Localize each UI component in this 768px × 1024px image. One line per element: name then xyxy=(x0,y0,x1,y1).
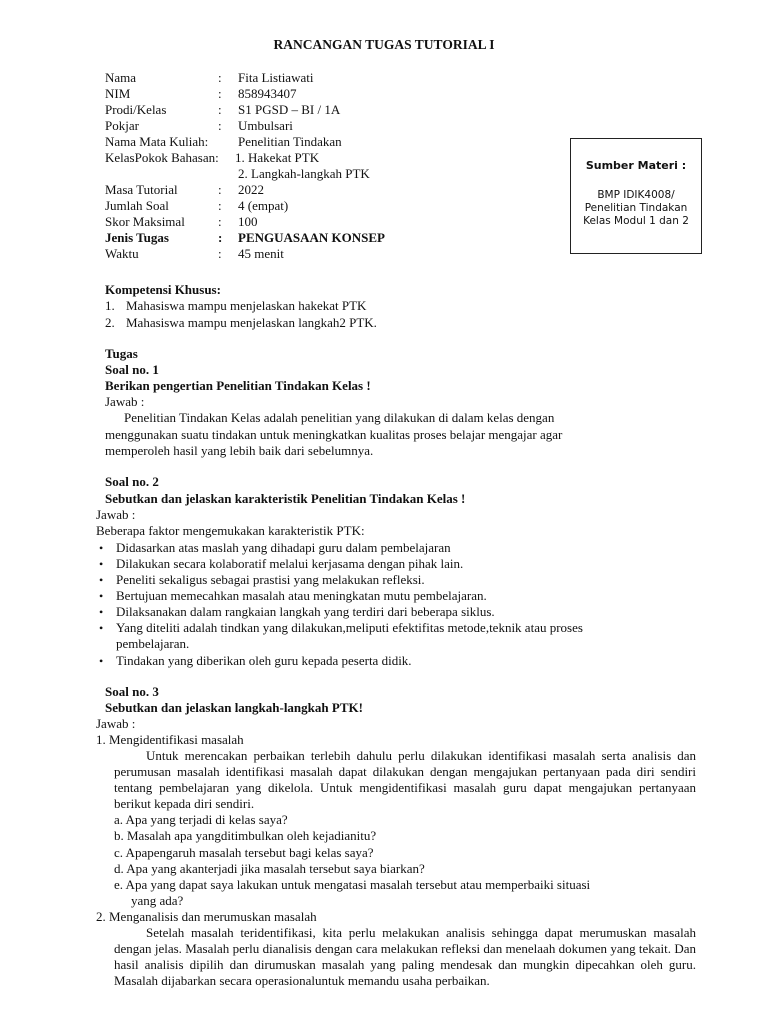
info-colon: : xyxy=(218,70,222,85)
kompetensi-item-num: 1. xyxy=(105,298,115,313)
soal3-number: Soal no. 3 xyxy=(105,684,159,699)
soal2-intro: Beberapa faktor mengemukakan karakteristik PTK: xyxy=(96,523,365,538)
info-colon: : xyxy=(218,86,222,101)
info-label: Jumlah Soal xyxy=(105,198,169,213)
info-row-matkul xyxy=(105,134,525,150)
info-colon: : xyxy=(218,230,223,245)
soal3-step2-heading: 2. Menganalisis dan merumuskan masalah xyxy=(96,909,317,924)
soal3-question-item: e. Apa yang dapat saya lakukan untuk mengatasi masalah tersebut atau memperbaiki situasi xyxy=(114,877,591,892)
info-colon: : xyxy=(218,118,222,133)
soal2-bullet: • Dilaksanakan dalam rangkaian langkah yang terdiri dari beberapa siklus. xyxy=(116,604,495,620)
soal3-question: Sebutkan dan jelaskan langkah-langkah PTK! xyxy=(105,700,363,715)
soal2-number: Soal no. 2 xyxy=(105,474,159,489)
soal2-question: Sebutkan dan jelaskan karakteristik Penelitian Tindakan Kelas ! xyxy=(105,491,466,506)
info-row-masa xyxy=(105,182,525,198)
info-label: Jenis Tugas xyxy=(105,230,169,245)
info-colon: : xyxy=(218,182,222,197)
info-row-jenis xyxy=(105,230,525,246)
soal1-jawab-label: Jawab : xyxy=(105,394,145,409)
info-value: 45 menit xyxy=(238,246,284,261)
soal2-bullet: • Dilakukan secara kolaboratif melalui kerjasama dengan pihak lain. xyxy=(116,556,463,572)
info-table xyxy=(105,70,525,262)
soal3-question-item: b. Masalah apa yangditimbulkan oleh kejadianitu? xyxy=(114,828,377,843)
soal3-step1-heading: 1. Mengidentifikasi masalah xyxy=(96,732,244,747)
info-colon: : xyxy=(218,246,222,261)
sumber-materi-body: BMP IDIK4008/ Penelitian Tindakan Kelas Modul 1 dan 2 xyxy=(583,189,689,227)
info-value: Fita Listiawati xyxy=(238,70,314,85)
info-value: 4 (empat) xyxy=(238,198,289,213)
info-row-skor xyxy=(105,214,525,230)
document-title: RANCANGAN TUGAS TUTORIAL I xyxy=(273,37,495,52)
soal1-question: Berikan pengertian Penelitian Tindakan Kelas ! xyxy=(105,378,371,393)
soal2-bullet: • Peneliti sekaligus sebagai prastisi yang melakukan refleksi. xyxy=(116,572,425,588)
info-value: Penelitian Tindakan xyxy=(238,134,342,149)
info-label: Skor Maksimal xyxy=(105,214,185,229)
soal3-question-item: c. Apapengaruh masalah tersebut bagi kelas saya? xyxy=(114,845,374,860)
info-colon: : xyxy=(218,102,222,117)
info-label: Masa Tutorial xyxy=(105,182,178,197)
info-row-nama xyxy=(105,70,525,86)
info-row-prodi xyxy=(105,102,525,118)
soal3-jawab-label: Jawab : xyxy=(96,716,136,731)
info-label: Nama xyxy=(105,70,137,85)
info-value: Umbulsari xyxy=(238,118,293,133)
soal2-bullet-continuation: pembelajaran. xyxy=(116,636,190,651)
info-label: KelasPokok Bahasan: xyxy=(105,150,219,165)
soal1-answer-line: menggunakan suatu tindakan untuk meningkatkan kualitas proses belajar mengajar agar xyxy=(105,427,563,442)
soal2-bullet: • Yang diteliti adalah tindkan yang dilakukan,meliputi efektifitas metode,teknik atau proses xyxy=(116,620,583,636)
sumber-materi-heading: Sumber Materi : xyxy=(585,159,687,172)
info-row-jumlah xyxy=(105,198,525,214)
info-label: Prodi/Kelas xyxy=(105,102,167,117)
info-row-nim xyxy=(105,86,525,102)
info-row-waktu xyxy=(105,246,525,262)
info-label: NIM xyxy=(105,86,131,101)
soal2-bullet: • Didasarkan atas maslah yang dihadapi guru dalam pembelajaran xyxy=(116,540,451,556)
soal3-step2-paragraph: Setelah masalah teridentifikasi, kita perlu melakukan analisis sehingga dapat merumuskan masalah dengan jelas. Masalah perlu dianalisis dengan cara melakukan refleksi dan menelaah dokumen yang tekait. Dan hasil analisis dipilih dan dirumuskan masalah yang paling mendesak dan mungkin dipecahkan oleh guru. Masalah dijabarkan secara operasionaluntuk memandu usaha perbaikan. xyxy=(114,925,696,988)
info-colon: : xyxy=(218,198,222,213)
info-value: S1 PGSD – BI / 1A xyxy=(238,102,341,117)
info-row-pokjar xyxy=(105,118,525,134)
soal3-step1-paragraph: Untuk merencakan perbaikan terlebih dahulu perlu dilakukan identifikasi masalah serta analisis dan perumusan masalah identifikasi masalah dapat dilakukan dengan mengajukan pertanyaan pada diri sendiri tentang pembelajaran yang dikelola. Untuk mengidentifikasi masalah guru dapat mengajukan pertanyaan berikut kepada diri sendiri. xyxy=(114,748,696,811)
kompetensi-item: Mahasiswa mampu menjelaskan langkah2 PTK. xyxy=(126,315,377,330)
info-row-kelaspokok xyxy=(105,150,525,166)
soal1-answer-line: Penelitian Tindakan Kelas adalah penelitian yang dilakukan di dalam kelas dengan xyxy=(124,410,555,425)
kompetensi-item-num: 2. xyxy=(105,315,115,330)
info-label: Pokjar xyxy=(105,118,139,133)
soal2-bullet: • Tindakan yang diberikan oleh guru kepada peserta didik. xyxy=(116,653,412,669)
soal1-number: Soal no. 1 xyxy=(105,362,159,377)
soal3-question-item: a. Apa yang terjadi di kelas saya? xyxy=(114,812,288,827)
soal2-jawab-label: Jawab : xyxy=(96,507,136,522)
info-value: 2. Langkah-langkah PTK xyxy=(238,166,370,181)
info-colon: : xyxy=(218,214,222,229)
info-label: Nama Mata Kuliah: xyxy=(105,134,209,149)
soal3-question-item-continuation: yang ada? xyxy=(131,893,184,908)
info-label: Waktu xyxy=(105,246,139,261)
info-value: 2022 xyxy=(238,182,264,197)
info-value: 858943407 xyxy=(238,86,297,101)
sumber-materi-box xyxy=(570,138,702,254)
info-value: 100 xyxy=(238,214,258,229)
kompetensi-item: Mahasiswa mampu menjelaskan hakekat PTK xyxy=(126,298,367,313)
soal2-bullet: • Bertujuan memecahkan masalah atau meningkatan mutu pembelajaran. xyxy=(116,588,487,604)
soal3-question-item: d. Apa yang akanterjadi jika masalah tersebut saya biarkan? xyxy=(114,861,425,876)
info-value: 1. Hakekat PTK xyxy=(235,150,320,165)
kompetensi-heading: Kompetensi Khusus: xyxy=(105,282,221,297)
tugas-heading: Tugas xyxy=(105,346,138,361)
info-value: PENGUASAAN KONSEP xyxy=(238,230,385,245)
info-row-kelaspokok-2 xyxy=(105,166,525,182)
soal1-answer-line: memperoleh hasil yang lebih baik dari sebelumnya. xyxy=(105,443,374,458)
